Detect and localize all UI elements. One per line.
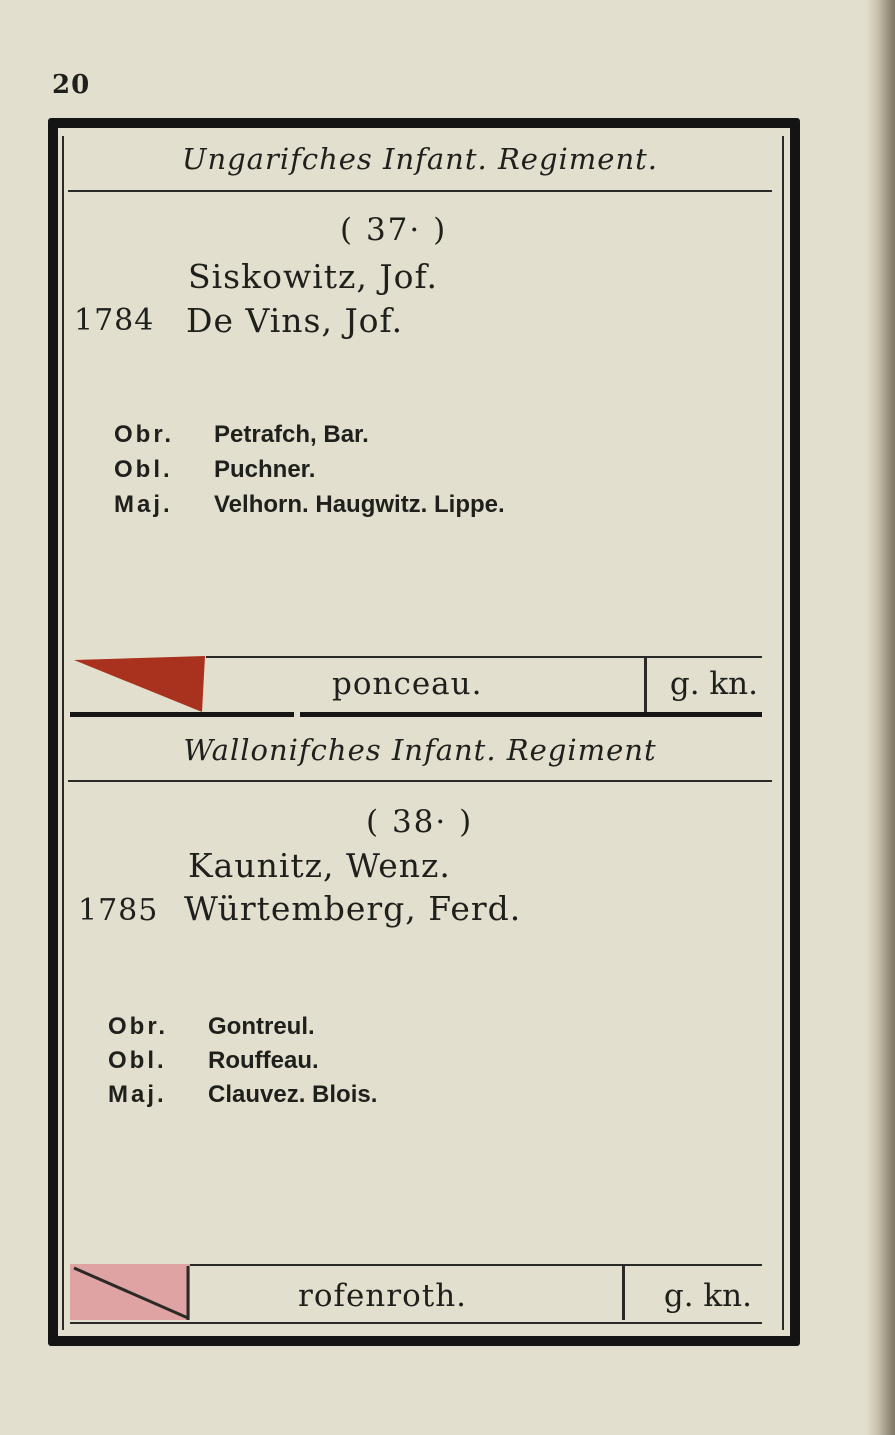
- title-rule: [68, 780, 772, 782]
- facing-strip: [70, 1264, 762, 1322]
- facing-strip: [70, 656, 762, 714]
- chief-name: Kaunitz, Wenz.: [188, 846, 451, 885]
- section-rule: [70, 1322, 762, 1324]
- officer-names: Puchner.: [214, 456, 316, 483]
- officer-line-maj: [114, 491, 505, 519]
- officer-names: Petrafch, Bar.: [214, 421, 369, 448]
- regiment-title: Ungarifches Infant. Regiment.: [182, 142, 658, 176]
- officer-names: Clauvez. Blois.: [208, 1081, 378, 1108]
- section-rule: [70, 712, 294, 717]
- officer-names: Rouffeau.: [208, 1047, 319, 1074]
- officer-line-obr: [108, 1013, 315, 1041]
- column-separator: [622, 1266, 625, 1320]
- officer-rank: Obr.: [114, 421, 175, 448]
- chief-year: 1785: [78, 893, 159, 928]
- regiment-number: ( 38· ): [366, 804, 474, 840]
- section-rule: [300, 712, 762, 717]
- regiment-number: ( 37· ): [340, 212, 448, 248]
- facing-colour-triangle: [74, 656, 205, 712]
- chief-name: De Vins, Jof.: [186, 301, 404, 340]
- officer-line-maj: [108, 1081, 377, 1109]
- chief-year: 1784: [74, 303, 155, 338]
- officer-line-obl: [108, 1047, 319, 1075]
- book-spine-shadow: [865, 0, 895, 1435]
- regiment-title: Wallonifches Infant. Regiment: [183, 733, 657, 767]
- button-colour: g. kn.: [663, 1278, 752, 1314]
- officer-rank: Obl.: [114, 456, 173, 483]
- facing-colour-swatch: [70, 1264, 205, 1320]
- officer-rank: Obl.: [108, 1047, 167, 1074]
- chief-name: Siskowitz, Jof.: [188, 257, 439, 296]
- strip-top-rule: [206, 656, 762, 658]
- officer-rank: Maj.: [114, 491, 173, 518]
- officer-line-obr: [114, 421, 369, 449]
- officer-names: Velhorn. Haugwitz. Lippe.: [214, 491, 505, 518]
- facing-colour-swatch: [70, 656, 205, 712]
- chief-name: Würtemberg, Ferd.: [184, 889, 522, 928]
- page-number: 20: [52, 70, 91, 100]
- officer-rank: Obr.: [108, 1013, 169, 1040]
- officer-line-obl: [114, 456, 315, 484]
- officer-rank: Maj.: [108, 1081, 167, 1108]
- facing-colour-name: ponceau.: [332, 666, 483, 702]
- title-rule: [68, 190, 772, 192]
- officer-names: Gontreul.: [208, 1013, 315, 1040]
- column-separator: [644, 658, 647, 712]
- facing-colour-name: rofenroth.: [298, 1278, 468, 1314]
- button-colour: g. kn.: [669, 666, 758, 702]
